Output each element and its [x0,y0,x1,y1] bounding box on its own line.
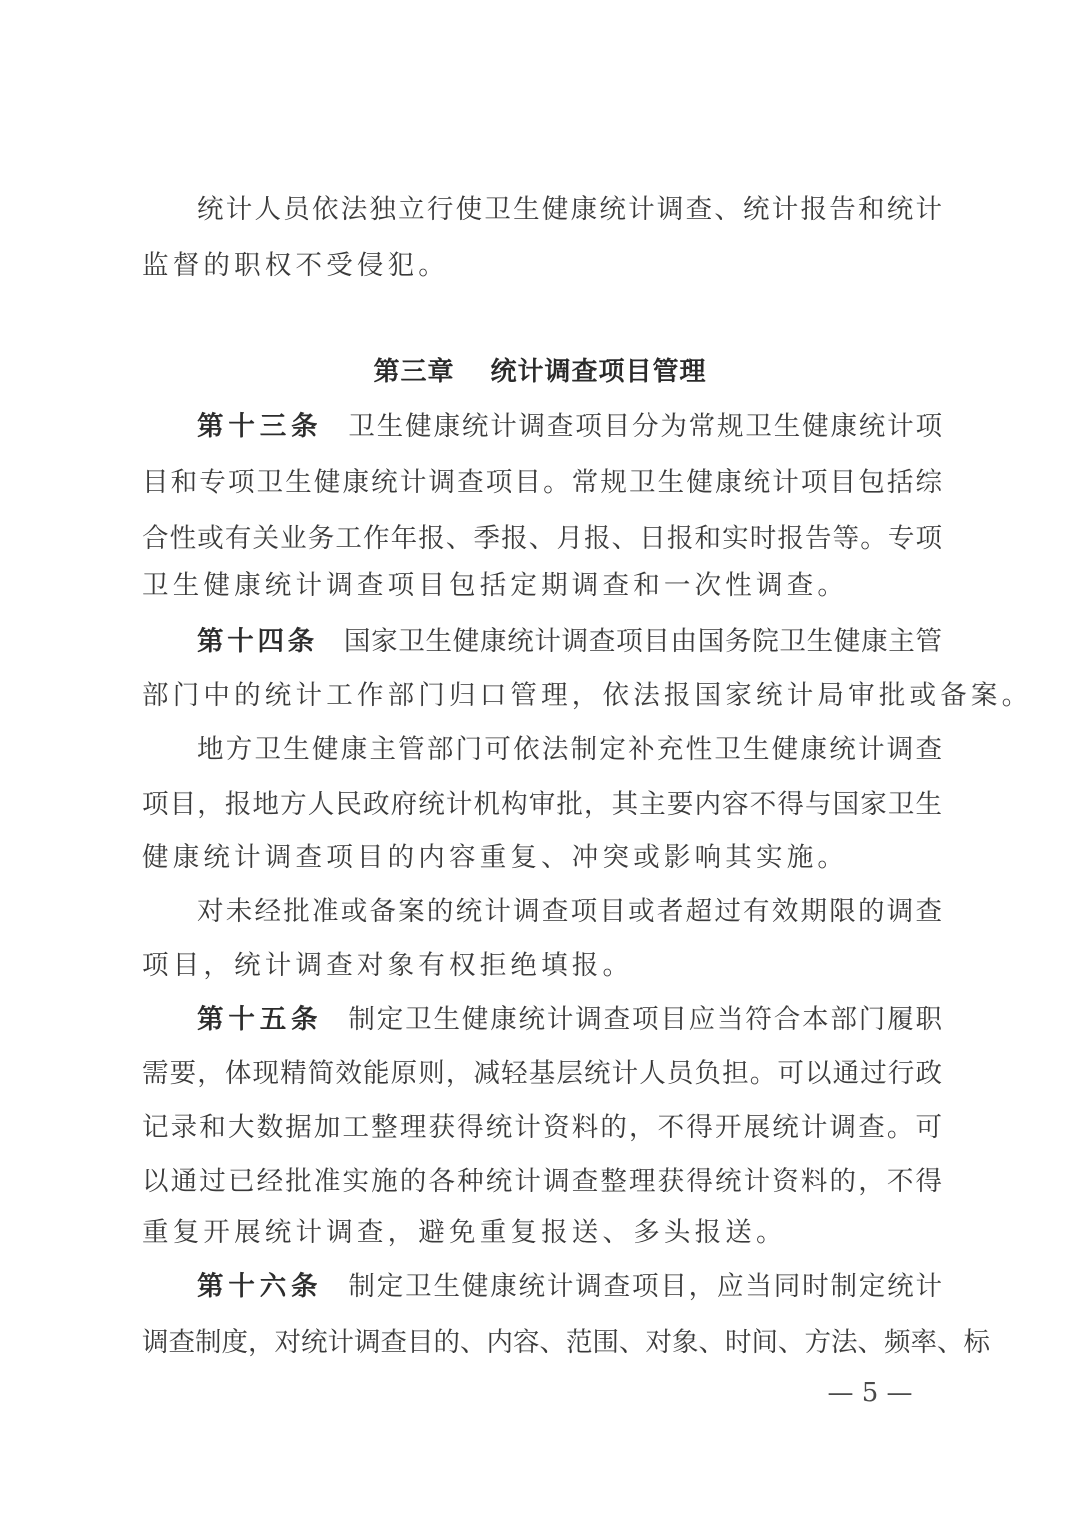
article-16-line: 调查制度，对统计调查目的、内容、范围、对象、时间、方法、频率、标 [142,1327,990,1358]
article-14-text: 国家卫生健康统计调查项目由国务院卫生健康主管 [343,626,943,657]
article-13-label: 第十三条 [197,411,323,442]
chapter-heading [0,352,1080,392]
article-16-label: 第十六条 [197,1271,323,1302]
article-14-paragraph-line: 对未经批准或备案的统计调查项目或者超过有效期限的调查 [197,896,942,927]
article-14-line [197,622,942,662]
article-15-label: 第十五条 [197,1004,323,1035]
article-16-line [197,1267,942,1307]
article-14-paragraph-line: 健康统计调查项目的内容重复、冲突或影响其实施。 [142,842,849,873]
article-14-label: 第十四条 [197,626,318,657]
article-15-line: 重复开展统计调查，避免重复报送、多头报送。 [142,1217,787,1248]
article-15-text: 制定卫生健康统计调查项目应当符合本部门履职 [348,1004,943,1035]
article-13-line [197,407,942,447]
article-13-line: 卫生健康统计调查项目包括定期调查和一次性调查。 [142,570,849,601]
article-15-line: 记录和大数据加工整理获得统计资料的，不得开展统计调查。可 [142,1112,942,1143]
article-15-line: 需要，体现精简效能原则，减轻基层统计人员负担。可以通过行政 [142,1058,942,1089]
page-number: — 5 — [827,1378,913,1408]
chapter-title: 统计调查项目管理 [490,357,707,387]
article-14-paragraph-line: 地方卫生健康主管部门可依法制定补充性卫生健康统计调查 [197,734,942,765]
article-15-line [197,1000,942,1040]
article-14-paragraph-line: 项目，统计调查对象有权拒绝填报。 [142,950,634,981]
article-14-paragraph-line: 项目，报地方人民政府统计机构审批，其主要内容不得与国家卫生 [142,789,942,820]
intro-line: 统计人员依法独立行使卫生健康统计调查、统计报告和统计 [197,194,942,225]
article-16-text: 制定卫生健康统计调查项目，应当同时制定统计 [348,1271,943,1302]
chapter-number: 第三章 [373,357,455,387]
article-14-line: 部门中的统计工作部门归口管理，依法报国家统计局审批或备案。 [142,680,1033,711]
intro-line: 监督的职权不受侵犯。 [142,250,449,281]
article-13-line: 目和专项卫生健康统计调查项目。常规卫生健康统计项目包括综 [142,467,942,498]
article-15-line: 以通过已经批准实施的各种统计调查整理获得统计资料的，不得 [142,1166,942,1197]
article-13-line: 合性或有关业务工作年报、季报、月报、日报和实时报告等。专项 [142,523,942,554]
article-13-text: 卫生健康统计调查项目分为常规卫生健康统计项 [348,411,943,442]
